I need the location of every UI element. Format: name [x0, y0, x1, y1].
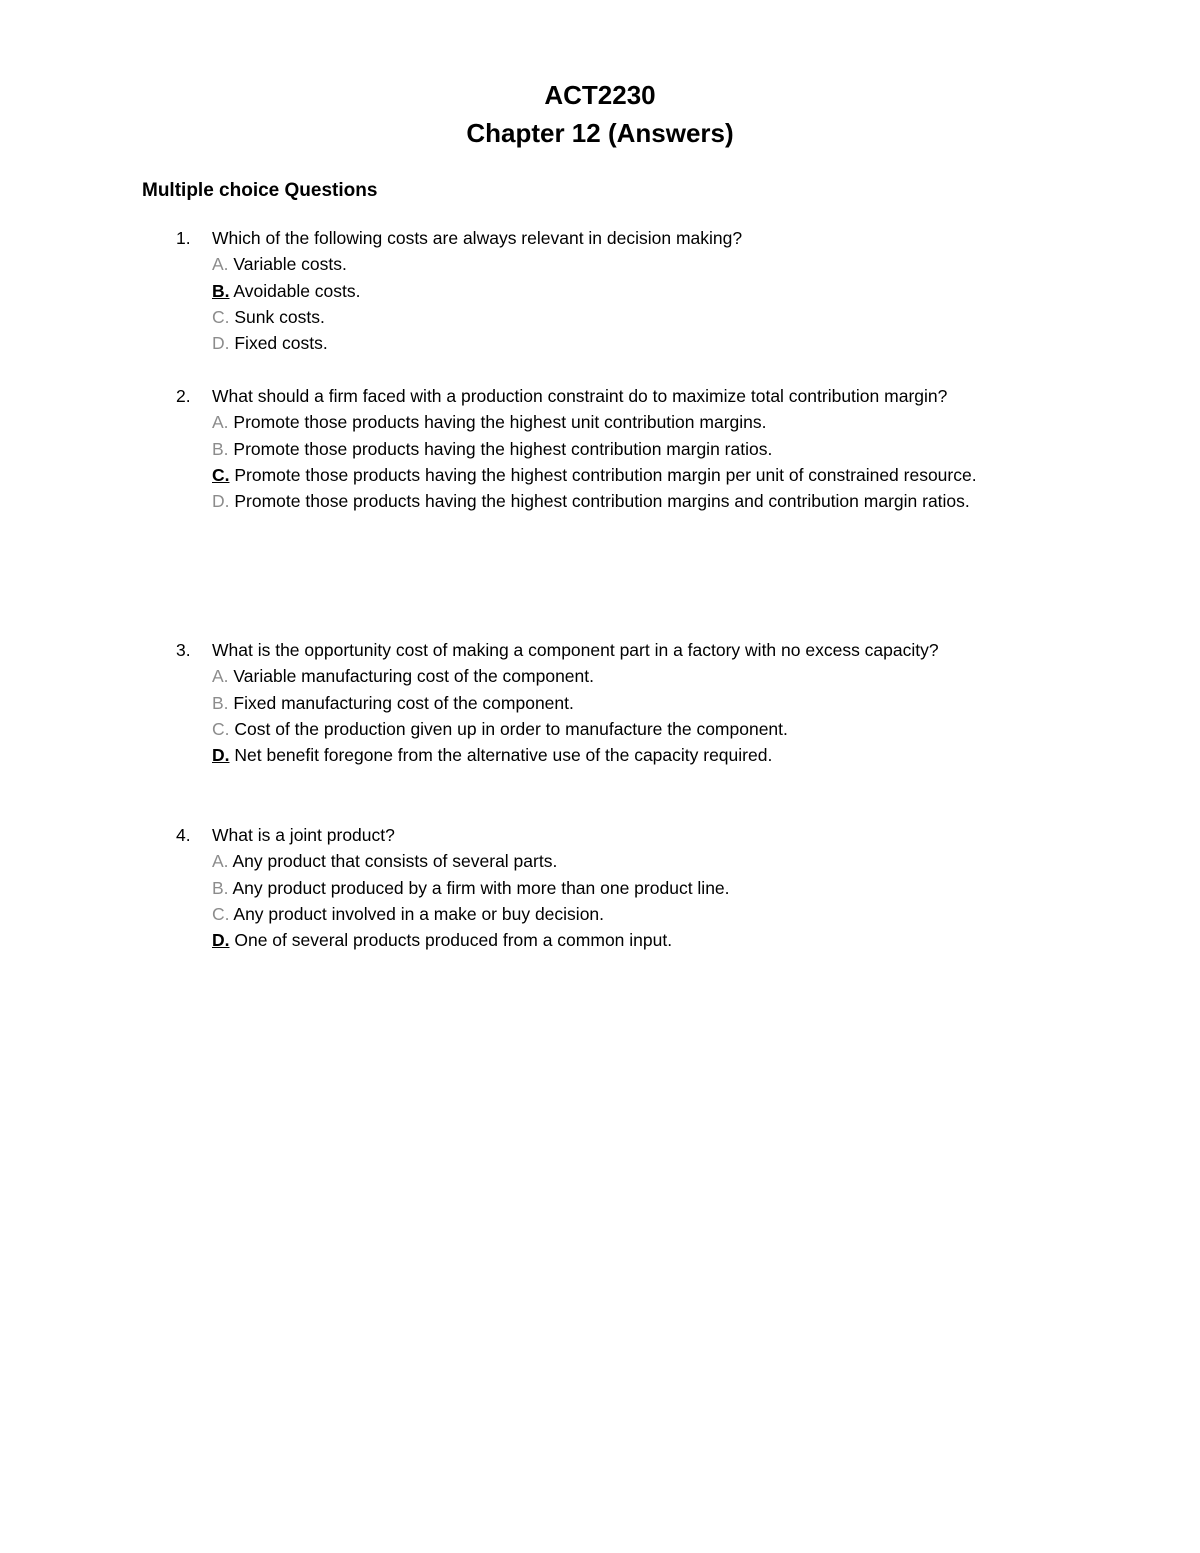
option-d	[212, 488, 1042, 514]
option-letter: D.	[212, 333, 230, 354]
option-letter: C.	[212, 306, 230, 327]
option-letter: C.	[212, 903, 230, 924]
option-text: Variable manufacturing cost of the component.	[228, 666, 594, 687]
option-c	[212, 716, 1042, 742]
option-letter: C.	[212, 464, 230, 485]
option-a	[212, 663, 1042, 689]
section-heading: Multiple choice Questions	[142, 180, 378, 201]
question-number: 2.	[176, 386, 191, 406]
option-b	[212, 875, 1042, 901]
option-letter: A.	[212, 666, 229, 687]
option-text: Promote those products having the highest contribution margins and contribution margin ratios.	[229, 491, 970, 512]
question-text: What is the opportunity cost of making a component part in a factory with no excess capacity?	[212, 640, 939, 660]
option-text: Promote those products having the highest unit contribution margins.	[228, 412, 767, 433]
option-d-correct	[212, 742, 1042, 768]
option-a	[212, 409, 1042, 435]
option-text: Any product involved in a make or buy decision.	[229, 903, 605, 924]
question-number: 4.	[176, 825, 191, 845]
question-number: 1.	[176, 228, 191, 248]
option-letter: D.	[212, 745, 230, 766]
option-text: Any product that consists of several parts.	[228, 851, 558, 872]
option-text: Fixed manufacturing cost of the component.	[228, 692, 574, 713]
question-number: 3.	[176, 640, 191, 660]
option-text: Avoidable costs.	[229, 280, 361, 301]
option-letter: B.	[212, 438, 229, 459]
option-letter: B.	[212, 280, 230, 301]
question-2	[142, 383, 1042, 514]
option-text: Variable costs.	[228, 254, 347, 275]
option-text: One of several products produced from a common input.	[229, 930, 673, 951]
option-c-correct	[212, 462, 1042, 488]
chapter-title: Chapter 12 (Answers)	[466, 118, 734, 148]
question-body	[212, 225, 1042, 356]
option-b	[212, 690, 1042, 716]
question-body	[212, 822, 1042, 953]
question-1	[142, 225, 1042, 356]
title-block	[0, 76, 1200, 152]
option-letter: A.	[212, 412, 229, 433]
option-b	[212, 436, 1042, 462]
question-text: Which of the following costs are always relevant in decision making?	[212, 228, 743, 248]
question-text: What should a firm faced with a production constraint do to maximize total contribution margin?	[212, 386, 948, 406]
option-letter: B.	[212, 877, 229, 898]
option-b-correct	[212, 278, 1042, 304]
option-letter: A.	[212, 254, 229, 275]
option-text: Fixed costs.	[229, 333, 328, 354]
option-text: Sunk costs.	[229, 306, 325, 327]
course-title: ACT2230	[544, 80, 656, 110]
option-text: Net benefit foregone from the alternative use of the capacity required.	[229, 745, 773, 766]
option-c	[212, 304, 1042, 330]
option-text: Any product produced by a firm with more than one product line.	[228, 877, 730, 898]
option-text: Promote those products having the highest contribution margin ratios.	[228, 438, 773, 459]
option-c	[212, 901, 1042, 927]
option-letter: D.	[212, 930, 230, 951]
option-d-correct	[212, 927, 1042, 953]
option-letter: C.	[212, 718, 230, 739]
option-text: Cost of the production given up in order to manufacture the component.	[229, 718, 788, 739]
question-text: What is a joint product?	[212, 825, 395, 845]
question-body	[212, 383, 1042, 514]
question-4	[142, 822, 1042, 953]
option-a	[212, 848, 1042, 874]
question-body	[212, 637, 1042, 768]
option-letter: B.	[212, 692, 229, 713]
option-letter: D.	[212, 491, 230, 512]
question-3	[142, 637, 1042, 768]
option-d	[212, 330, 1042, 356]
option-letter: A.	[212, 851, 229, 872]
option-text: Promote those products having the highest contribution margin per unit of constrained resource.	[229, 464, 977, 485]
option-a	[212, 251, 1042, 277]
